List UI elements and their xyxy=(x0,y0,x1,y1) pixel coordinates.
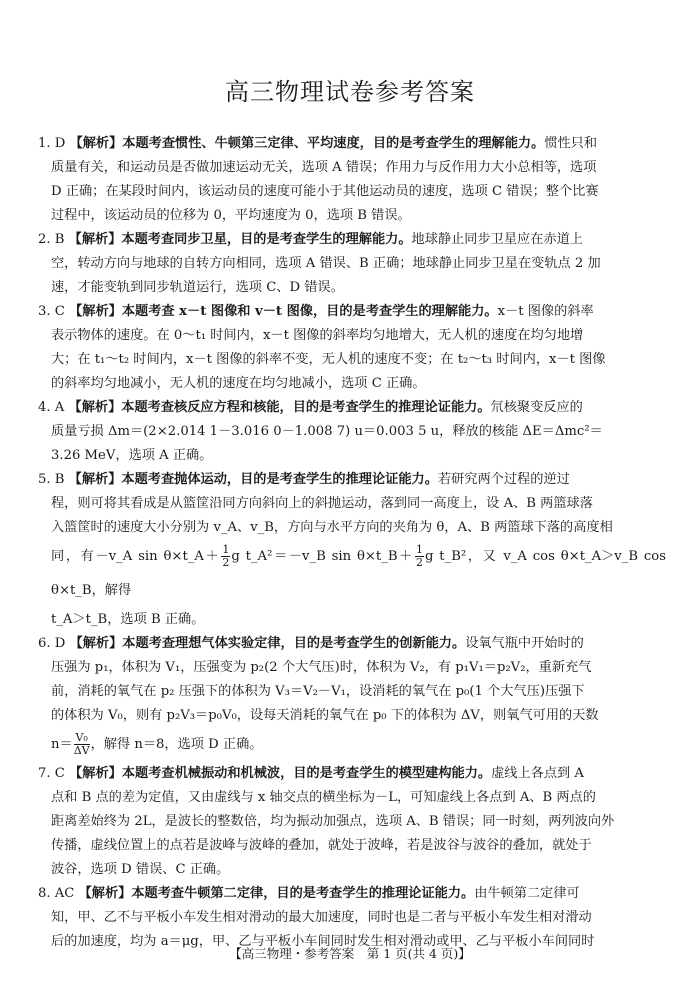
equation-part: 同，有－v_A sin θ×t_A＋ xyxy=(51,549,221,564)
fraction-half xyxy=(221,544,230,569)
answer-text: 传播，虚线位置上的点若是波峰与波峰的叠加，就处于波峰，若是波谷与波谷的叠加，就处于 xyxy=(51,838,592,853)
analysis-label: 【解析】本题考查同步卫星，目的是考查学生的理解能力。 xyxy=(68,232,412,247)
answer-text: 前，消耗的氧气在 p₂ 压强下的体积为 V₃＝V₂－V₁，设消耗的氧气在 p₀(1 个大气压)压强下 xyxy=(51,684,585,699)
answer-text: 表示物体的速度。在 0～t₁ 时间内，x－t 图像的斜率均匀地增大，无人机的速度在均匀地增 xyxy=(51,328,584,343)
equation-part: n＝ xyxy=(51,737,73,752)
answer-text: t_A＞t_B，选项 B 正确。 xyxy=(51,612,205,627)
answer-3 xyxy=(38,300,666,396)
fraction-days xyxy=(74,732,90,757)
answer-number: 2. B xyxy=(38,232,65,247)
answer-text: 空，转动方向与地球的自转方向相同，选项 A 错误、B 正确；地球静止同步卫星在变轨点 2 加 xyxy=(51,256,601,271)
equation-line xyxy=(38,540,666,608)
answer-text: 质量有关，和运动员是否做加速运动无关，选项 A 错误；作用力与反作用力大小总相等，选项 xyxy=(51,160,597,175)
answer-text: x－t 图像的斜率 xyxy=(497,304,594,319)
answer-list xyxy=(38,132,666,954)
answer-number: 1. D xyxy=(38,136,66,151)
fraction-half xyxy=(415,544,424,569)
equation-line xyxy=(38,728,666,762)
fraction-numerator: 1 xyxy=(416,543,424,556)
answer-text: 惯性只和 xyxy=(544,136,598,151)
equation-part: g t_B²，又 v_A cos θ×t_A＞v_B cos θ×t_B，解得 xyxy=(51,549,666,598)
answer-1 xyxy=(38,132,666,228)
page-footer: 【高三物理・参考答案 第 1 页(共 4 页)】 xyxy=(229,946,471,961)
answer-text: 虚线上各点到 A xyxy=(491,766,584,781)
answer-5 xyxy=(38,468,666,632)
answer-number: 7. C xyxy=(38,766,65,781)
answer-text: 距离差始终为 2L，是波长的整数倍，均为振动加强点，选项 A、B 错误；同一时刻，两列波向外 xyxy=(51,814,615,829)
fraction-denominator: ΔV xyxy=(73,744,90,757)
answer-4 xyxy=(38,396,666,468)
analysis-label: 【解析】本题考查牛顿第二定律，目的是考查学生的推理论证能力。 xyxy=(78,886,475,901)
answer-number: 8. AC xyxy=(38,886,75,901)
answer-text: 过程中，该运动员的位移为 0，平均速度为 0，选项 B 错误。 xyxy=(51,208,411,223)
answer-text: D 正确；在某段时间内，该运动员的速度可能小于其他运动员的速度，选项 C 错误；整个比赛 xyxy=(51,184,599,199)
answer-7 xyxy=(38,762,666,882)
answer-text: 程，则可将其看成是从篮筐沿同方向斜向上的斜抛运动，落到同一高度上，设 A、B 两篮球落 xyxy=(51,496,593,511)
answer-text: 氘核聚变反应的 xyxy=(490,400,583,415)
answer-text: 压强为 p₁，体积为 V₁，压强变为 p₂(2 个大气压)时，体积为 V₂，有 p₁V₁＝p₂V₂，重新充气 xyxy=(51,660,592,675)
answer-text: 的体积为 V₀，则有 p₂V₃＝p₀V₀，设每天消耗的氧气在 p₀ 下的体积为 ΔV，则氧气可用的天数 xyxy=(51,708,599,723)
fraction-denominator: 2 xyxy=(222,556,230,569)
answer-text: 波谷，选项 D 错误、C 正确。 xyxy=(51,862,230,877)
analysis-label: 【解析】本题考查 x－t 图像和 v－t 图像，目的是考查学生的理解能力。 xyxy=(69,304,498,319)
answer-number: 5. B xyxy=(38,472,65,487)
answer-text: 的斜率均匀地减小，无人机的速度在均匀地减小，选项 C 正确。 xyxy=(51,376,426,391)
answer-text: 点和 B 点的差为定值，又由虚线与 x 轴交点的横坐标为－L，可知虚线上各点到 A、B 两点的 xyxy=(51,790,596,805)
answer-number: 4. A xyxy=(38,400,65,415)
fraction-numerator: V₀ xyxy=(75,731,88,744)
answer-text: 入篮筐时的速度大小分别为 v_A、v_B，方向与水平方向的夹角为 θ，A、B 两篮球下落的高度相 xyxy=(51,520,613,535)
answer-2 xyxy=(38,228,666,300)
answer-text: 3.26 MeV，选项 A 正确。 xyxy=(51,448,213,463)
answer-text: 若研究两个过程的逆过 xyxy=(437,472,570,487)
fraction-denominator: 2 xyxy=(416,556,424,569)
page-title: 高三物理试卷参考答案 xyxy=(225,78,475,106)
analysis-label: 【解析】本题考查机械振动和机械波，目的是考查学生的模型建构能力。 xyxy=(69,766,492,781)
analysis-label: 【解析】本题考查惯性、牛顿第三定律、平均速度，目的是考查学生的理解能力。 xyxy=(69,136,545,151)
answer-text: 速，才能变轨到同步轨道运行，选项 C、D 错误。 xyxy=(51,280,344,295)
answer-text: 质量亏损 Δm＝(2×2.014 1－3.016 0－1.008 7) u＝0.003 5 u，释放的核能 ΔE＝Δmc²＝ xyxy=(51,424,603,439)
fraction-numerator: 1 xyxy=(222,543,230,556)
answer-text: 后的加速度，均为 a＝μg，甲、乙与平板小车间同时发生相对滑动或甲、乙与平板小车间同时 xyxy=(51,934,595,949)
answer-number: 6. D xyxy=(38,636,66,651)
answer-text: 地球静止同步卫星应在赤道上 xyxy=(411,232,583,247)
answer-text: 知，甲、乙不与平板小车发生相对滑动的最大加速度，同时也是二者与平板小车发生相对滑动 xyxy=(51,910,592,925)
equation-part: g t_A²＝－v_B sin θ×t_B＋ xyxy=(231,549,415,564)
answer-number: 3. C xyxy=(38,304,65,319)
equation-part: ，解得 n＝8，选项 D 正确。 xyxy=(90,737,263,752)
analysis-label: 【解析】本题考查理想气体实验定律，目的是考查学生的创新能力。 xyxy=(69,636,466,651)
answer-text: 设氧气瓶中开始时的 xyxy=(465,636,584,651)
analysis-label: 【解析】本题考查核反应方程和核能，目的是考查学生的推理论证能力。 xyxy=(68,400,491,415)
analysis-label: 【解析】本题考查抛体运动，目的是考查学生的推理论证能力。 xyxy=(68,472,438,487)
answer-6 xyxy=(38,632,666,762)
answer-text: 大；在 t₁～t₂ 时间内，x－t 图像的斜率不变，无人机的速度不变；在 t₂～t₃ 时间内，x－t 图像 xyxy=(51,352,606,367)
answer-text: 由牛顿第二定律可 xyxy=(474,886,580,901)
